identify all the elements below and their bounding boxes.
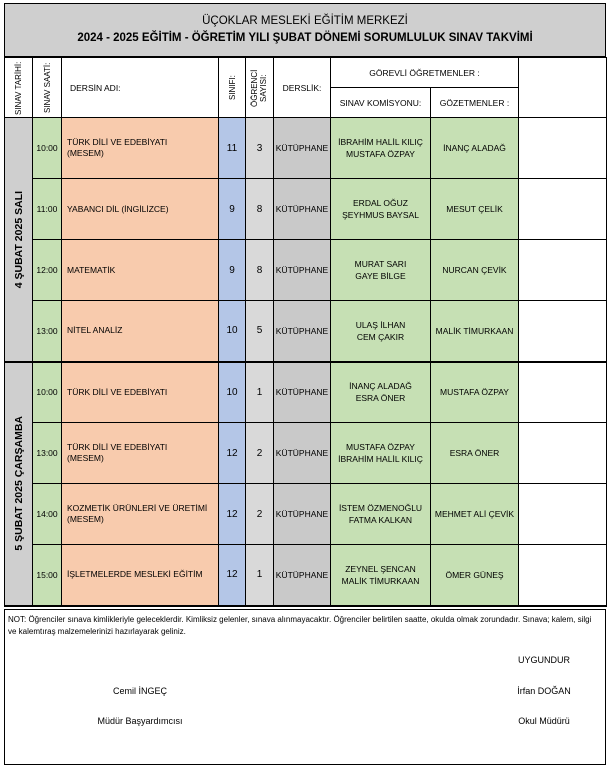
exam-time: 13:00 [33, 301, 62, 362]
header-room: DERSLİK: [274, 58, 331, 118]
blank-cell [519, 118, 607, 179]
commission-member: FATMA KALKAN [348, 515, 413, 525]
exam-date: 5 ŞUBAT 2025 ÇARŞAMBA [5, 362, 33, 606]
exam-time: 15:00 [33, 545, 62, 606]
supervisor: ESRA ÖNER [431, 423, 519, 484]
supervisor: ÖMER GÜNEŞ [431, 545, 519, 606]
classroom: KÜTÜPHANE [274, 301, 331, 362]
school-name: ÜÇOKLAR MESLEKİ EĞİTİM MERKEZİ [202, 15, 408, 27]
signer-right-name: İrfan DOĞAN [517, 686, 571, 696]
commission-member: ŞEYHMUS BAYSAL [342, 210, 419, 220]
class-level: 10 [219, 301, 246, 362]
table-row [5, 240, 607, 301]
student-count: 1 [246, 362, 274, 423]
student-count: 5 [246, 301, 274, 362]
header-supervisors: GÖZETMENLER : [431, 88, 519, 118]
student-count: 3 [246, 118, 274, 179]
table-row [5, 179, 607, 240]
blank-cell [519, 240, 607, 301]
course-name-line: MATEMATİK [67, 264, 116, 275]
table-body [5, 118, 607, 606]
supervisor: MEHMET ALİ ÇEVİK [431, 484, 519, 545]
table-header [5, 58, 607, 118]
supervisor: MUSTAFA ÖZPAY [431, 362, 519, 423]
course-name-suffix: (MESEM) [67, 514, 104, 524]
course-name [62, 118, 219, 179]
header-count: ÖĞRENCİ SAYISI: [246, 58, 274, 118]
course-name [62, 240, 219, 301]
class-level: 9 [219, 179, 246, 240]
blank-cell [519, 179, 607, 240]
exam-commission [331, 362, 431, 423]
course-name-line: YABANCI DİL (İNGİLİZCE) [67, 203, 169, 214]
exam-commission [331, 545, 431, 606]
table-row [5, 423, 607, 484]
approval-text: UYGUNDUR [517, 655, 570, 665]
exam-time: 13:00 [33, 423, 62, 484]
exam-commission [331, 118, 431, 179]
commission-member: ULAŞ İLHAN [355, 319, 406, 330]
class-level: 12 [219, 423, 246, 484]
supervisor: MALİK TİMURKAAN [431, 301, 519, 362]
blank-cell [519, 484, 607, 545]
header-teachers: GÖREVLİ ÖĞRETMENLER : [331, 58, 519, 88]
exam-time: 14:00 [33, 484, 62, 545]
exam-commission [331, 484, 431, 545]
class-level: 12 [219, 484, 246, 545]
header-commission: SINAV KOMİSYONU: [331, 88, 431, 118]
header-blank [519, 58, 607, 118]
student-count: 1 [246, 545, 274, 606]
student-count: 2 [246, 484, 274, 545]
course-name-line: KOZMETİK ÜRÜNLERİ VE ÜRETİMİ [67, 503, 208, 513]
commission-member: CEM ÇAKIR [356, 331, 405, 342]
course-name-line: NİTEL ANALİZ [67, 325, 123, 336]
commission-member: İBRAHİM HALİL KILIÇ [338, 137, 423, 147]
class-level: 9 [219, 240, 246, 301]
page-title-block [4, 3, 606, 57]
course-name [62, 362, 219, 423]
course-name [62, 423, 219, 484]
supervisor: NURCAN ÇEVİK [431, 240, 519, 301]
commission-member: MURAT SARI [354, 259, 407, 269]
course-name [62, 179, 219, 240]
class-level: 10 [219, 362, 246, 423]
table-row [5, 362, 607, 423]
supervisor: MESUT ÇELİK [431, 179, 519, 240]
student-count: 8 [246, 179, 274, 240]
schedule-title: 2024 - 2025 EĞİTİM - ÖĞRETİM YILI ŞUBAT DÖNEMİ SORUMLULUK SINAV TAKVİMİ [77, 32, 533, 44]
commission-member: MUSTAFA ÖZPAY [346, 149, 415, 159]
exam-schedule [4, 3, 606, 607]
exam-commission [331, 179, 431, 240]
course-name [62, 484, 219, 545]
table-row [5, 484, 607, 545]
course-name [62, 545, 219, 606]
note-text: NOT: Öğrenciler sınava kimlikleriyle geleceklerdir. Kimliksiz gelenler, sınava alınmayacaktır. Öğrenciler belirtilen saatte, okulda olmak zorundadır. Sınava; kalem, silgi ve kalemtıraş malzemelerinizi hazırlayarak geliniz. [8, 615, 592, 636]
footer [4, 609, 606, 765]
course-name-suffix: (MESEM) [67, 453, 104, 463]
blank-cell [519, 423, 607, 484]
commission-member: İSTEM ÖZMENOĞLU [338, 503, 423, 513]
exam-commission [331, 423, 431, 484]
header-time: SINAV SAATİ: [33, 58, 62, 118]
classroom: KÜTÜPHANE [274, 545, 331, 606]
blank-cell [519, 362, 607, 423]
classroom: KÜTÜPHANE [274, 423, 331, 484]
classroom: KÜTÜPHANE [274, 118, 331, 179]
course-name-suffix: (MESEM) [67, 148, 104, 158]
course-name-line: TÜRK DİLİ VE EDEBİYATI [67, 442, 168, 452]
header-course: DERSİN ADI: [62, 58, 219, 118]
commission-member: GAYE BİLGE [355, 271, 406, 281]
exam-time: 10:00 [33, 118, 62, 179]
blank-cell [519, 301, 607, 362]
student-count: 2 [246, 423, 274, 484]
signer-right-title: Okul Müdürü [518, 716, 570, 726]
table-row [5, 301, 607, 362]
signer-left-title: Müdür Başyardımcısı [97, 716, 183, 726]
course-name-line: TÜRK DİLİ VE EDEBİYATI [67, 386, 168, 397]
blank-cell [519, 545, 607, 606]
class-level: 12 [219, 545, 246, 606]
commission-member: İBRAHİM HALİL KILIÇ [338, 454, 423, 464]
exam-date: 4 ŞUBAT 2025 SALI [5, 118, 33, 362]
exam-commission [331, 301, 431, 362]
exam-time: 10:00 [33, 362, 62, 423]
exam-time: 12:00 [33, 240, 62, 301]
course-name-line: İŞLETMELERDE MESLEKİ EĞİTİM [67, 569, 203, 580]
course-name [62, 301, 219, 362]
classroom: KÜTÜPHANE [274, 484, 331, 545]
classroom: KÜTÜPHANE [274, 240, 331, 301]
supervisor: İNANÇ ALADAĞ [431, 118, 519, 179]
course-name-line: TÜRK DİLİ VE EDEBİYATI [67, 137, 168, 147]
exam-time: 11:00 [33, 179, 62, 240]
class-level: 11 [219, 118, 246, 179]
header-date: SINAV TARİHİ: [5, 58, 33, 118]
commission-member: ERDAL OĞUZ [353, 198, 408, 208]
commission-member: MALİK TİMURKAAN [341, 575, 420, 586]
commission-member: ESRA ÖNER [355, 393, 406, 404]
table-row [5, 118, 607, 179]
exam-commission [331, 240, 431, 301]
student-count: 8 [246, 240, 274, 301]
schedule-table [4, 57, 607, 607]
commission-member: İNANÇ ALADAĞ [349, 381, 412, 392]
classroom: KÜTÜPHANE [274, 179, 331, 240]
commission-member: ZEYNEL ŞENCAN [345, 563, 416, 574]
commission-member: MUSTAFA ÖZPAY [346, 442, 415, 452]
classroom: KÜTÜPHANE [274, 362, 331, 423]
signer-left-name: Cemil İNGEÇ [112, 686, 167, 696]
header-class: SINIFI: [219, 58, 246, 118]
table-row [5, 545, 607, 606]
